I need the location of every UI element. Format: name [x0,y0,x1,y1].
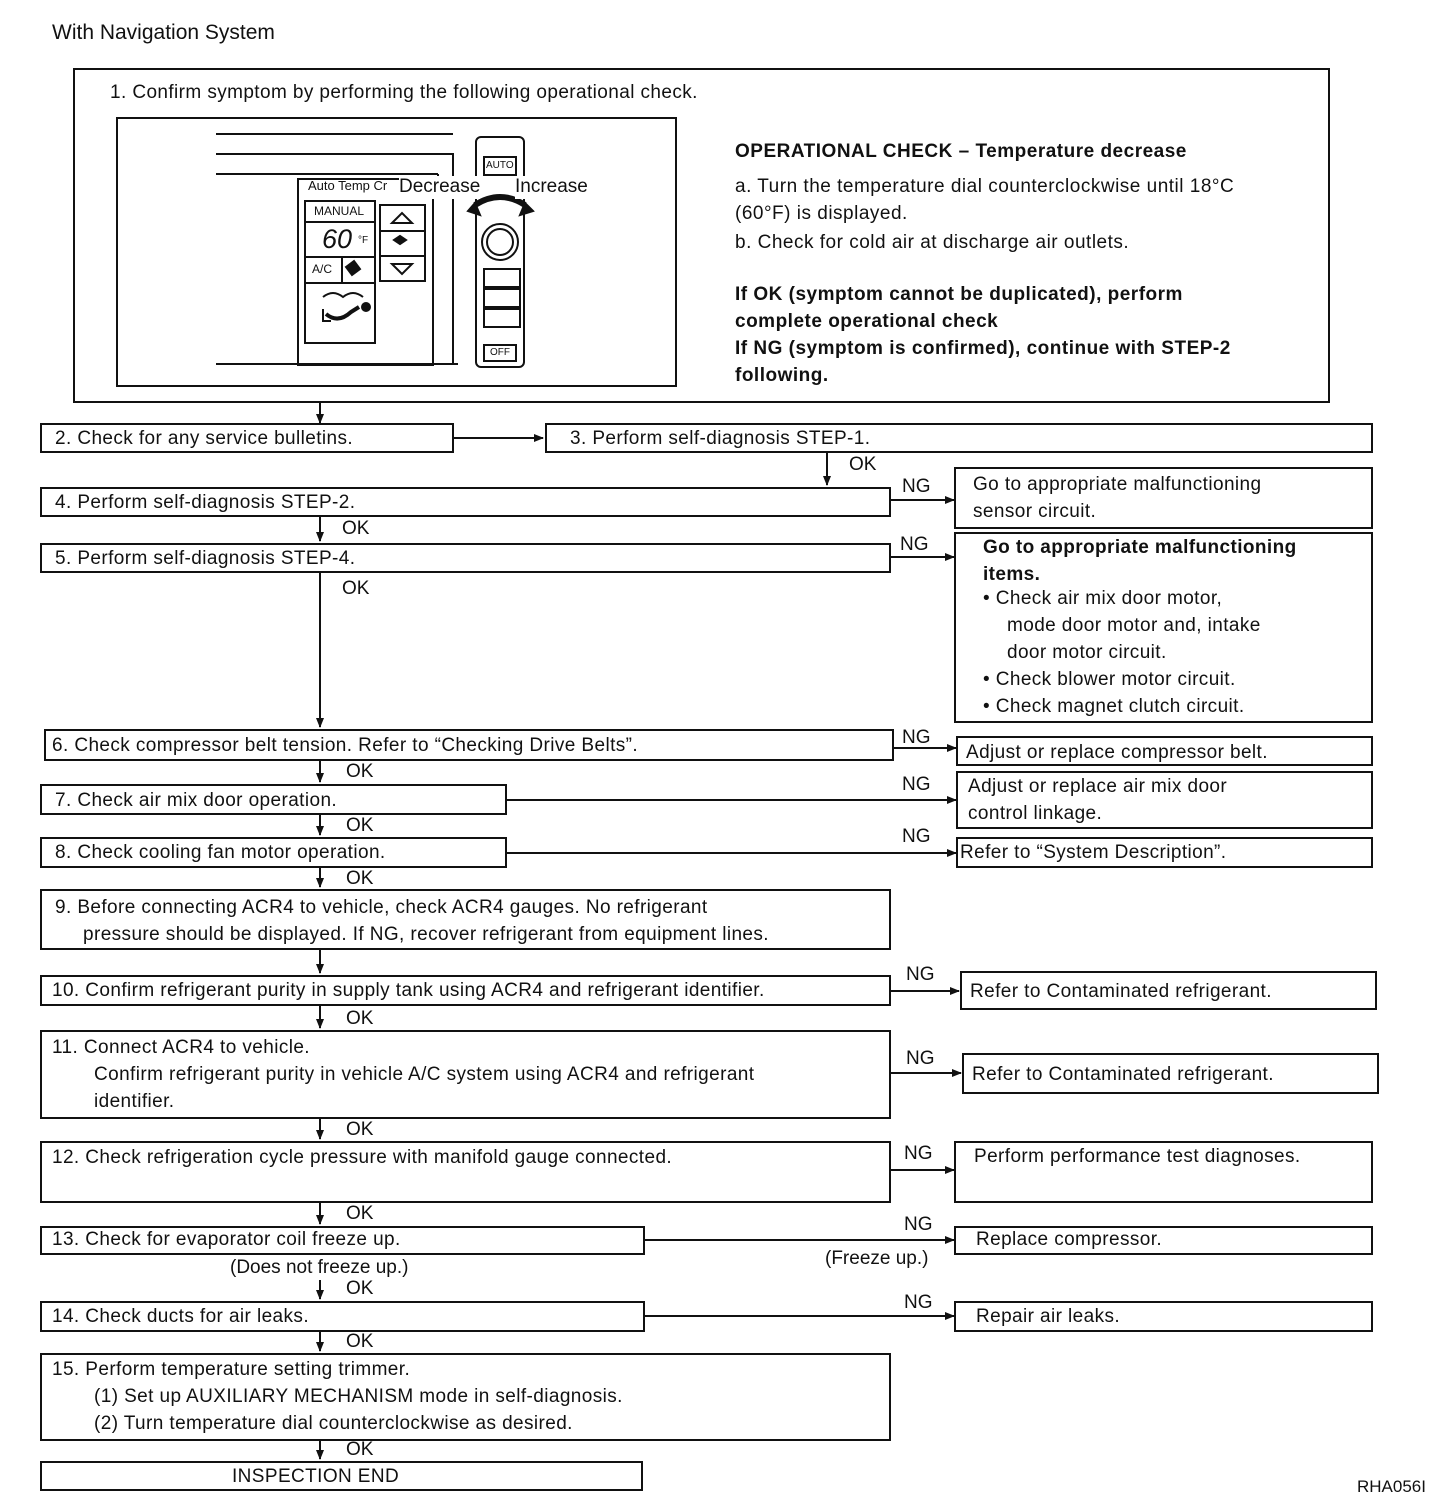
ok-label-3: OK [849,454,877,475]
step-2-text: 2. Check for any service bulletins. [55,428,354,449]
panel-temp-unit: °F [358,235,369,246]
figure-code: RHA056I [1357,1477,1426,1496]
step-6-text: 6. Check compressor belt tension. Refer to “Checking Drive Belts”. [52,735,639,756]
result-10-text: Refer to Contaminated refrigerant. [970,981,1272,1002]
step-13-no-freeze-label: (Does not freeze up.) [230,1257,409,1278]
result-5-line3: • Check air mix door motor, [983,588,1223,609]
result-5-line4: mode door motor and, intake [1007,615,1261,636]
result-4-line2: sensor circuit. [973,501,1097,522]
step-15-line1: 15. Perform temperature setting trimmer. [52,1359,411,1380]
inspection-end-text: INSPECTION END [232,1466,400,1487]
control-panel-drawing [118,119,675,385]
ok-label-12: OK [346,1203,374,1224]
op-check-b: b. Check for cold air at discharge air outlets. [735,232,1130,253]
op-check-a-line1: a. Turn the temperature dial counterclockwise until 18°C [735,176,1235,197]
step-13-freeze-label: (Freeze up.) [825,1248,929,1269]
step-13-text: 13. Check for evaporator coil freeze up. [52,1229,401,1250]
result-6-text: Adjust or replace compressor belt. [966,742,1268,763]
panel-auto-temp-label: Auto Temp Cr [308,178,388,193]
step-7-text: 7. Check air mix door operation. [55,790,338,811]
ng-label-8: NG [902,826,931,847]
step-3-text: 3. Perform self-diagnosis STEP-1. [570,428,871,449]
step-12-text: 12. Check refrigeration cycle pressure with manifold gauge connected. [52,1147,673,1168]
page-header: With Navigation System [52,21,275,44]
panel-manual-label: MANUAL [314,204,365,218]
ok-label-14: OK [346,1331,374,1352]
result-5-line5: door motor circuit. [1007,642,1167,663]
ng-label-7: NG [902,774,931,795]
step-4-text: 4. Perform self-diagnosis STEP-2. [55,492,356,513]
result-14-text: Repair air leaks. [976,1306,1121,1327]
step-8-text: 8. Check cooling fan motor operation. [55,842,386,863]
ng-label-10: NG [906,964,935,985]
ok-label-13: OK [346,1278,374,1299]
result-7-line1: Adjust or replace air mix door [968,776,1228,797]
ok-label-5: OK [342,578,370,599]
increase-label: Increase [515,176,588,197]
step-11-line3: identifier. [94,1091,175,1112]
step-14-text: 14. Check ducts for air leaks. [52,1306,309,1327]
step-9-line1: 9. Before connecting ACR4 to vehicle, check ACR4 gauges. No refrigerant [55,897,708,918]
result-5-line7: • Check magnet clutch circuit. [983,696,1245,717]
control-panel-illustration [116,117,677,387]
ok-label-15: OK [346,1439,374,1460]
result-11-text: Refer to Contaminated refrigerant. [972,1064,1274,1085]
step-5-text: 5. Perform self-diagnosis STEP-4. [55,548,356,569]
step-11-line1: 11. Connect ACR4 to vehicle. [52,1037,310,1058]
ok-label-4: OK [342,518,370,539]
op-check-title: OPERATIONAL CHECK – Temperature decrease [735,141,1187,162]
result-13-text: Replace compressor. [976,1229,1163,1250]
ng-label-4: NG [902,476,931,497]
result-12-text: Perform performance test diagnoses. [974,1146,1301,1167]
ok-label-8: OK [346,868,374,889]
step-11-line2: Confirm refrigerant purity in vehicle A/C system using ACR4 and refrigerant [94,1064,755,1085]
result-8-text: Refer to “System Description”. [960,842,1227,863]
op-check-ok-line1: If OK (symptom cannot be duplicated), perform [735,284,1183,305]
result-5-line2: items. [983,564,1041,585]
op-check-ok-line2: complete operational check [735,311,999,332]
decrease-label: Decrease [399,176,481,197]
step-15-line3: (2) Turn temperature dial counterclockwise as desired. [94,1413,573,1434]
step-15-line2: (1) Set up AUXILIARY MECHANISM mode in self-diagnosis. [94,1386,623,1407]
ng-label-12: NG [904,1143,933,1164]
ng-label-11: NG [906,1048,935,1069]
panel-temp-display: 60 [322,224,353,254]
result-5-line1: Go to appropriate malfunctioning [983,537,1297,558]
op-check-ng-line2: following. [735,365,829,386]
ok-label-6: OK [346,761,374,782]
ng-label-5: NG [900,534,929,555]
panel-auto-button: AUTO [486,160,514,171]
ng-label-13: NG [904,1214,933,1235]
ng-label-6: NG [902,727,931,748]
result-5-line6: • Check blower motor circuit. [983,669,1236,690]
result-7-line2: control linkage. [968,803,1103,824]
step-9-line2: pressure should be displayed. If NG, recover refrigerant from equipment lines. [83,924,769,945]
step-10-text: 10. Confirm refrigerant purity in supply tank using ACR4 and refrigerant identifier. [52,980,765,1001]
step-1-text: 1. Confirm symptom by performing the following operational check. [110,82,698,103]
panel-ac-label: A/C [312,262,333,276]
op-check-ng-line1: If NG (symptom is confirmed), continue with STEP-2 [735,338,1231,359]
ng-label-14: NG [904,1292,933,1313]
ok-label-11: OK [346,1119,374,1140]
ok-label-10: OK [346,1008,374,1029]
result-4-line1: Go to appropriate malfunctioning [973,474,1262,495]
op-check-a-line2: (60°F) is displayed. [735,203,908,224]
panel-off-button: OFF [490,347,510,358]
ok-label-7: OK [346,815,374,836]
